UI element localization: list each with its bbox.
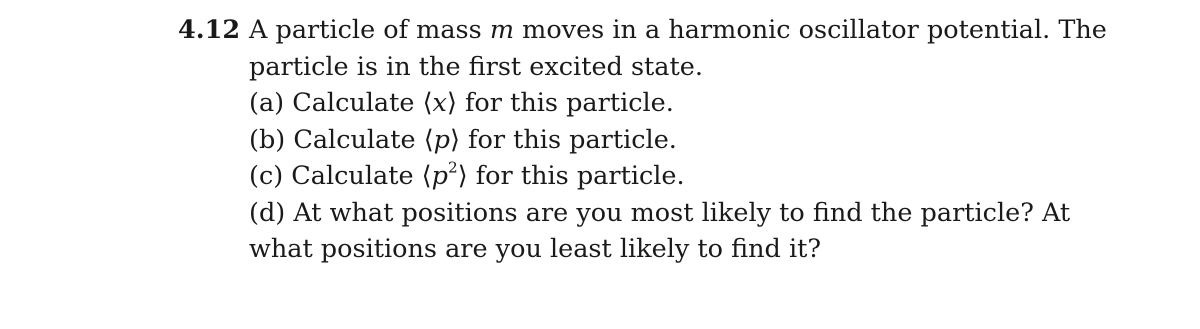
part-b bbox=[178, 122, 1078, 159]
part-c bbox=[178, 158, 1078, 195]
part-a-prefix: (a) Calculate bbox=[249, 88, 423, 118]
expectation-expr-p: p bbox=[433, 124, 450, 155]
part-a-suffix: for this particle. bbox=[456, 88, 674, 118]
exponent: 2 bbox=[447, 158, 458, 177]
part-c-suffix: for this particle. bbox=[467, 161, 685, 191]
part-c-prefix: (c) Calculate bbox=[249, 161, 422, 191]
right-angle-bracket: ⟩ bbox=[457, 161, 468, 191]
left-angle-bracket: ⟨ bbox=[423, 124, 434, 155]
part-a bbox=[178, 85, 1078, 122]
expectation-expr-x: x bbox=[432, 88, 447, 118]
right-angle-bracket: ⟩ bbox=[446, 88, 457, 118]
intro-line-2: particle is in the first excited state. bbox=[249, 51, 703, 82]
problem-header-line bbox=[178, 12, 1107, 49]
part-d-line-1: (d) At what positions are you most likely to find the particle? At bbox=[249, 197, 1071, 228]
problem-4-12 bbox=[178, 12, 1107, 268]
part-b-prefix: (b) Calculate bbox=[249, 124, 424, 155]
intro-text-pre: A particle of mass bbox=[249, 15, 490, 45]
part-b-suffix: for this particle. bbox=[459, 124, 677, 155]
mass-variable: m bbox=[489, 15, 515, 45]
part-d-line-2: what positions are you least likely to find it? bbox=[249, 234, 822, 264]
intro-text-post: moves in a harmonic oscillator potential. The bbox=[514, 15, 1107, 45]
left-angle-bracket: ⟨ bbox=[422, 88, 433, 118]
problem-number: 4.12 bbox=[178, 15, 241, 45]
left-angle-bracket: ⟨ bbox=[421, 161, 432, 191]
right-angle-bracket: ⟩ bbox=[449, 124, 460, 155]
expectation-expr-p-squared: p bbox=[431, 161, 448, 191]
